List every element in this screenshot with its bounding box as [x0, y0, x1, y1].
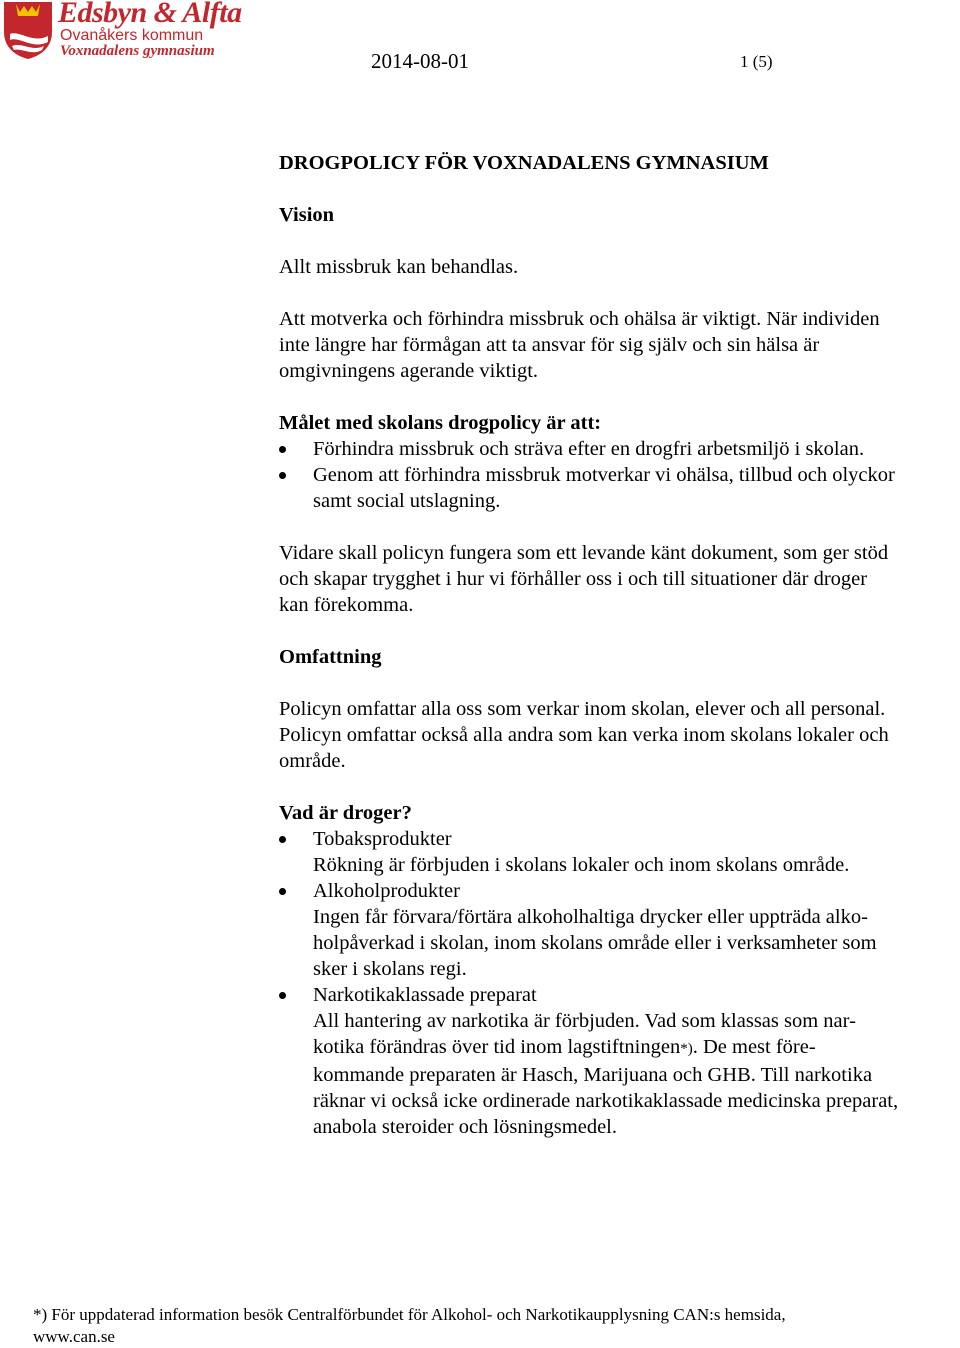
- coat-of-arms-icon: [2, 0, 54, 60]
- goal-item-2-line-2: samt social utslagning.: [313, 490, 501, 512]
- logo-line-1: Edsbyn & Alfta: [58, 0, 242, 29]
- list-item: [279, 436, 960, 462]
- goal-paragraph-line-1: Vidare skall policyn fungera som ett levande känt dokument, som ger stöd: [279, 542, 889, 564]
- vision-paragraph-1: Allt missbruk kan behandlas.: [279, 256, 519, 278]
- document-title: DROGPOLICY FÖR VOXNADALENS GYMNASIUM: [279, 152, 769, 174]
- municipality-logo: [2, 0, 242, 62]
- footnote-link[interactable]: www.can.se: [33, 1327, 115, 1346]
- narcotics-line-5: anabola steroider och lösningsmedel.: [313, 1116, 617, 1138]
- scope-line-3: område.: [279, 750, 346, 772]
- logo-line-2: Ovanåkers kommun: [60, 27, 204, 44]
- narcotics-line-4: räknar vi också icke ordinerade narkotikaklassade medicinska preparat,: [313, 1090, 899, 1112]
- bullet-icon: [279, 472, 286, 479]
- vision-paragraph-2-line-3: omgivningens agerande viktigt.: [279, 360, 539, 382]
- alcohol-line-3: sker i skolans regi.: [313, 958, 467, 980]
- scope-heading: Omfattning: [279, 646, 382, 668]
- alcohol-line-2: holpåverkad i skolan, inom skolans område eller i verksamheter som: [313, 932, 877, 954]
- vision-paragraph-2-line-1: Att motverka och förhindra missbruk och ohälsa är viktigt. När individen: [279, 308, 880, 330]
- narcotics-line-2-text: kotika förändras över tid inom lagstiftningen: [313, 1036, 681, 1058]
- footnote: [33, 1304, 933, 1348]
- bullet-icon: [279, 836, 286, 843]
- goal-paragraph-line-2: och skapar trygghet i hur vi förhåller oss i och till situationer där droger: [279, 568, 868, 590]
- narcotics-title: Narkotikaklassade preparat: [313, 984, 537, 1006]
- goal-list: [279, 436, 960, 514]
- narcotics-line-1: All hantering av narkotika är förbjuden. Vad som klassas som nar-: [313, 1010, 856, 1032]
- document-date: 2014-08-01: [371, 49, 469, 73]
- page-number: 1 (5): [740, 52, 773, 71]
- goal-item-2-line-1: Genom att förhindra missbruk motverkar vi ohälsa, tillbud och olyckor: [313, 464, 895, 486]
- goal-item-1: Förhindra missbruk och sträva efter en drogfri arbetsmiljö i skolan.: [313, 438, 865, 460]
- alcohol-title: Alkoholprodukter: [313, 880, 460, 902]
- scope-line-1: Policyn omfattar alla oss som verkar inom skolan, elever och all personal.: [279, 698, 886, 720]
- list-item: [279, 826, 960, 878]
- alcohol-line-1: Ingen får förvara/förtära alkoholhaltiga drycker eller uppträda alko-: [313, 906, 868, 928]
- vision-paragraph-2-line-2: inte längre har förmågan att ta ansvar för sig själv och sin hälsa är: [279, 334, 820, 356]
- document-body: [279, 150, 960, 1140]
- narcotics-line-3: kommande preparaten är Hasch, Marijuana och GHB. Till narkotika: [313, 1064, 873, 1086]
- footnote-line-1: *) För uppdaterad information besök Centralförbundet för Alkohol- och Narkotikaupplysning CAN:s hemsida,: [33, 1305, 786, 1324]
- scope-line-2: Policyn omfattar också alla andra som kan verka inom skolans lokaler och: [279, 724, 889, 746]
- narcotics-line-2: [313, 1034, 960, 1062]
- goal-paragraph-line-3: kan förekomma.: [279, 594, 414, 616]
- footnote-marker: *): [680, 1041, 693, 1057]
- tobacco-title: Tobaksprodukter: [313, 828, 452, 850]
- vision-heading: Vision: [279, 204, 335, 226]
- list-item: [279, 982, 960, 1140]
- list-item: [279, 462, 960, 514]
- drugs-heading: Vad är droger?: [279, 802, 412, 824]
- bullet-icon: [279, 446, 286, 453]
- list-item: [279, 878, 960, 982]
- narcotics-line-2-end: . De mest före-: [692, 1036, 816, 1058]
- logo-line-3: Voxnadalens gymnasium: [60, 43, 215, 59]
- bullet-icon: [279, 992, 286, 999]
- goal-heading: Målet med skolans drogpolicy är att:: [279, 412, 602, 434]
- drugs-list: [279, 826, 960, 1140]
- bullet-icon: [279, 888, 286, 895]
- tobacco-text: Rökning är förbjuden i skolans lokaler och inom skolans område.: [313, 854, 850, 876]
